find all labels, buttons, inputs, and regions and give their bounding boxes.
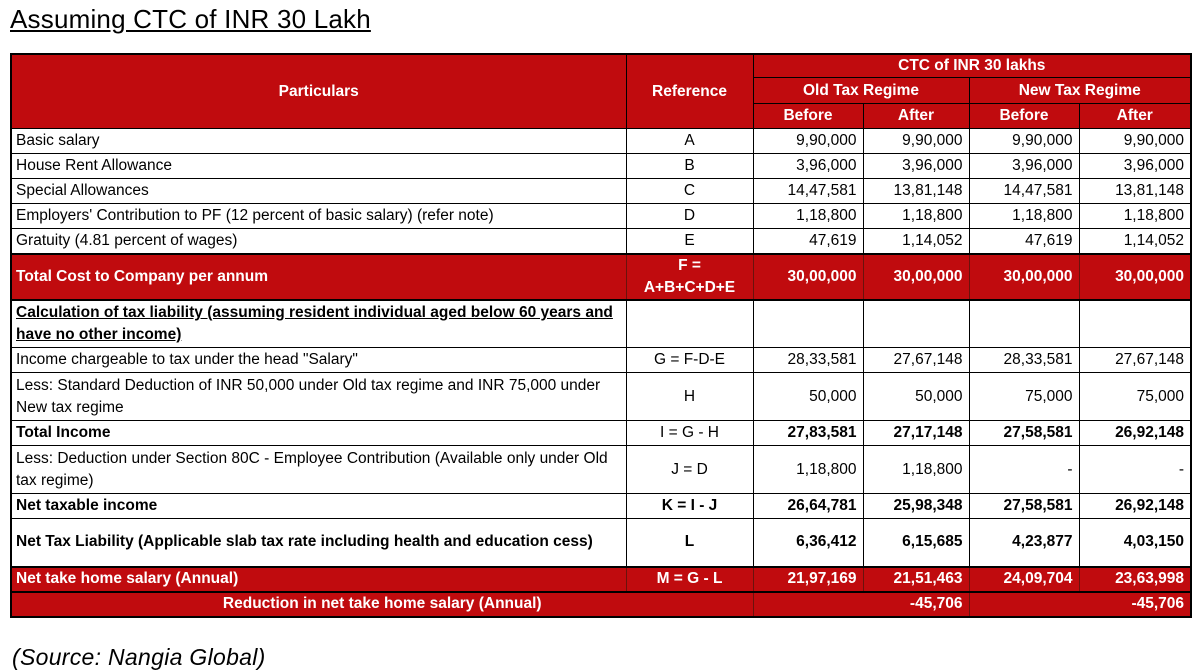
row-label: Net taxable income: [11, 494, 626, 519]
tax-comparison-table: [10, 53, 1192, 618]
header-old-after: After: [863, 104, 969, 129]
cell-old-after: 9,90,000: [863, 129, 969, 154]
row-reference: K = I - J: [626, 494, 753, 519]
cell-old-after: 13,81,148: [863, 179, 969, 204]
cell-old-after: 1,18,800: [863, 446, 969, 494]
cell-new-after: 3,96,000: [1079, 154, 1191, 179]
cell-old-before: 21,97,169: [753, 567, 863, 592]
header-row-1: [11, 54, 1191, 78]
header-new-before: Before: [969, 104, 1079, 129]
cell-old-before: 26,64,781: [753, 494, 863, 519]
row-gratuity: [11, 229, 1191, 254]
header-old-before: Before: [753, 104, 863, 129]
cell-old-before: 3,96,000: [753, 154, 863, 179]
row-label: Total Cost to Company per annum: [11, 254, 626, 300]
row-reference: H: [626, 373, 753, 421]
row-section-80c-deduction: [11, 446, 1191, 494]
header-ctc-group: CTC of INR 30 lakhs: [753, 54, 1191, 78]
row-tax-liability-heading: [11, 300, 1191, 348]
row-reference: I = G - H: [626, 421, 753, 446]
row-label: Basic salary: [11, 129, 626, 154]
cell-old-after: 27,17,148: [863, 421, 969, 446]
cell-new-before: 27,58,581: [969, 421, 1079, 446]
row-total-income: [11, 421, 1191, 446]
row-label: Less: Deduction under Section 80C - Employee Contribution (Available only under Old tax regime): [11, 446, 626, 494]
table-body: [11, 129, 1191, 617]
cell-new-before: 47,619: [969, 229, 1079, 254]
row-label: Special Allowances: [11, 179, 626, 204]
cell-old-after: 21,51,463: [863, 567, 969, 592]
cell-new-before: 75,000: [969, 373, 1079, 421]
cell-new-before: 27,58,581: [969, 494, 1079, 519]
cell-new-before: 28,33,581: [969, 348, 1079, 373]
header-new-regime: New Tax Regime: [969, 78, 1191, 104]
cell-old-before: 50,000: [753, 373, 863, 421]
cell-new-before: 14,47,581: [969, 179, 1079, 204]
cell-old-after: 3,96,000: [863, 154, 969, 179]
cell-new-before: [969, 300, 1079, 348]
cell-new-before: 9,90,000: [969, 129, 1079, 154]
cell-new-after: 1,14,052: [1079, 229, 1191, 254]
cell-old-before: 6,36,412: [753, 519, 863, 567]
cell-old-before: [753, 300, 863, 348]
cell-old-after: 6,15,685: [863, 519, 969, 567]
row-reference: J = D: [626, 446, 753, 494]
cell-old-after: 1,18,800: [863, 204, 969, 229]
header-particulars: Particulars: [11, 54, 626, 129]
row-basic-salary: [11, 129, 1191, 154]
row-employers-pf-contribution: [11, 204, 1191, 229]
row-net-taxable-income: [11, 494, 1191, 519]
row-reference: L: [626, 519, 753, 567]
cell-new-after: -: [1079, 446, 1191, 494]
row-label: Calculation of tax liability (assuming resident individual aged below 60 years and have no other income): [11, 300, 626, 348]
row-label: Net Tax Liability (Applicable slab tax rate including health and education cess): [11, 519, 626, 567]
cell-new-merged: -45,706: [969, 592, 1191, 617]
cell-old-before: 1,18,800: [753, 204, 863, 229]
page: [0, 4, 1200, 670]
source-note: (Source: Nangia Global): [12, 643, 266, 670]
cell-old-after: 27,67,148: [863, 348, 969, 373]
row-label: Gratuity (4.81 percent of wages): [11, 229, 626, 254]
row-label: Less: Standard Deduction of INR 50,000 under Old tax regime and INR 75,000 under New tax regime: [11, 373, 626, 421]
cell-old-before: 30,00,000: [753, 254, 863, 300]
row-net-take-home-salary: [11, 567, 1191, 592]
row-reference: C: [626, 179, 753, 204]
row-reference: [626, 300, 753, 348]
cell-new-after: 1,18,800: [1079, 204, 1191, 229]
row-special-allowances: [11, 179, 1191, 204]
cell-new-after: 27,67,148: [1079, 348, 1191, 373]
row-label: Employers' Contribution to PF (12 percent of basic salary) (refer note): [11, 204, 626, 229]
cell-new-before: 24,09,704: [969, 567, 1079, 592]
row-reference: M = G - L: [626, 567, 753, 592]
row-standard-deduction: [11, 373, 1191, 421]
cell-old-after: [863, 300, 969, 348]
row-income-chargeable: [11, 348, 1191, 373]
cell-new-after: 9,90,000: [1079, 129, 1191, 154]
cell-new-before: 30,00,000: [969, 254, 1079, 300]
cell-new-after: 23,63,998: [1079, 567, 1191, 592]
cell-old-before: 1,18,800: [753, 446, 863, 494]
cell-old-before: 9,90,000: [753, 129, 863, 154]
row-reference: A: [626, 129, 753, 154]
row-reference: F = A+B+C+D+E: [626, 254, 753, 300]
cell-old-after: 30,00,000: [863, 254, 969, 300]
header-old-regime: Old Tax Regime: [753, 78, 969, 104]
cell-new-after: 13,81,148: [1079, 179, 1191, 204]
header-new-after: After: [1079, 104, 1191, 129]
table-header: [11, 54, 1191, 129]
cell-new-before: 4,23,877: [969, 519, 1079, 567]
cell-old-after: 50,000: [863, 373, 969, 421]
cell-new-before: -: [969, 446, 1079, 494]
cell-new-after: 26,92,148: [1079, 421, 1191, 446]
cell-new-before: 1,18,800: [969, 204, 1079, 229]
row-total-ctc: [11, 254, 1191, 300]
row-reference: B: [626, 154, 753, 179]
page-title: Assuming CTC of INR 30 Lakh: [10, 4, 371, 34]
cell-new-after: 30,00,000: [1079, 254, 1191, 300]
row-label: Net take home salary (Annual): [11, 567, 626, 592]
cell-old-before: 47,619: [753, 229, 863, 254]
cell-old-after: 25,98,348: [863, 494, 969, 519]
cell-new-before: 3,96,000: [969, 154, 1079, 179]
row-label: Income chargeable to tax under the head "Salary": [11, 348, 626, 373]
cell-new-after: 75,000: [1079, 373, 1191, 421]
row-reference: E: [626, 229, 753, 254]
row-label: Reduction in net take home salary (Annual): [11, 592, 753, 617]
cell-old-before: 28,33,581: [753, 348, 863, 373]
row-house-rent-allowance: [11, 154, 1191, 179]
row-label: House Rent Allowance: [11, 154, 626, 179]
cell-old-before: 27,83,581: [753, 421, 863, 446]
cell-new-after: 26,92,148: [1079, 494, 1191, 519]
cell-old-before: 14,47,581: [753, 179, 863, 204]
row-reduction-net-take-home: [11, 592, 1191, 617]
row-reference: G = F-D-E: [626, 348, 753, 373]
cell-old-merged: -45,706: [753, 592, 969, 617]
row-label: Total Income: [11, 421, 626, 446]
row-reference: D: [626, 204, 753, 229]
header-reference: Reference: [626, 54, 753, 129]
cell-new-after: 4,03,150: [1079, 519, 1191, 567]
cell-new-after: [1079, 300, 1191, 348]
cell-old-after: 1,14,052: [863, 229, 969, 254]
row-net-tax-liability: [11, 519, 1191, 567]
